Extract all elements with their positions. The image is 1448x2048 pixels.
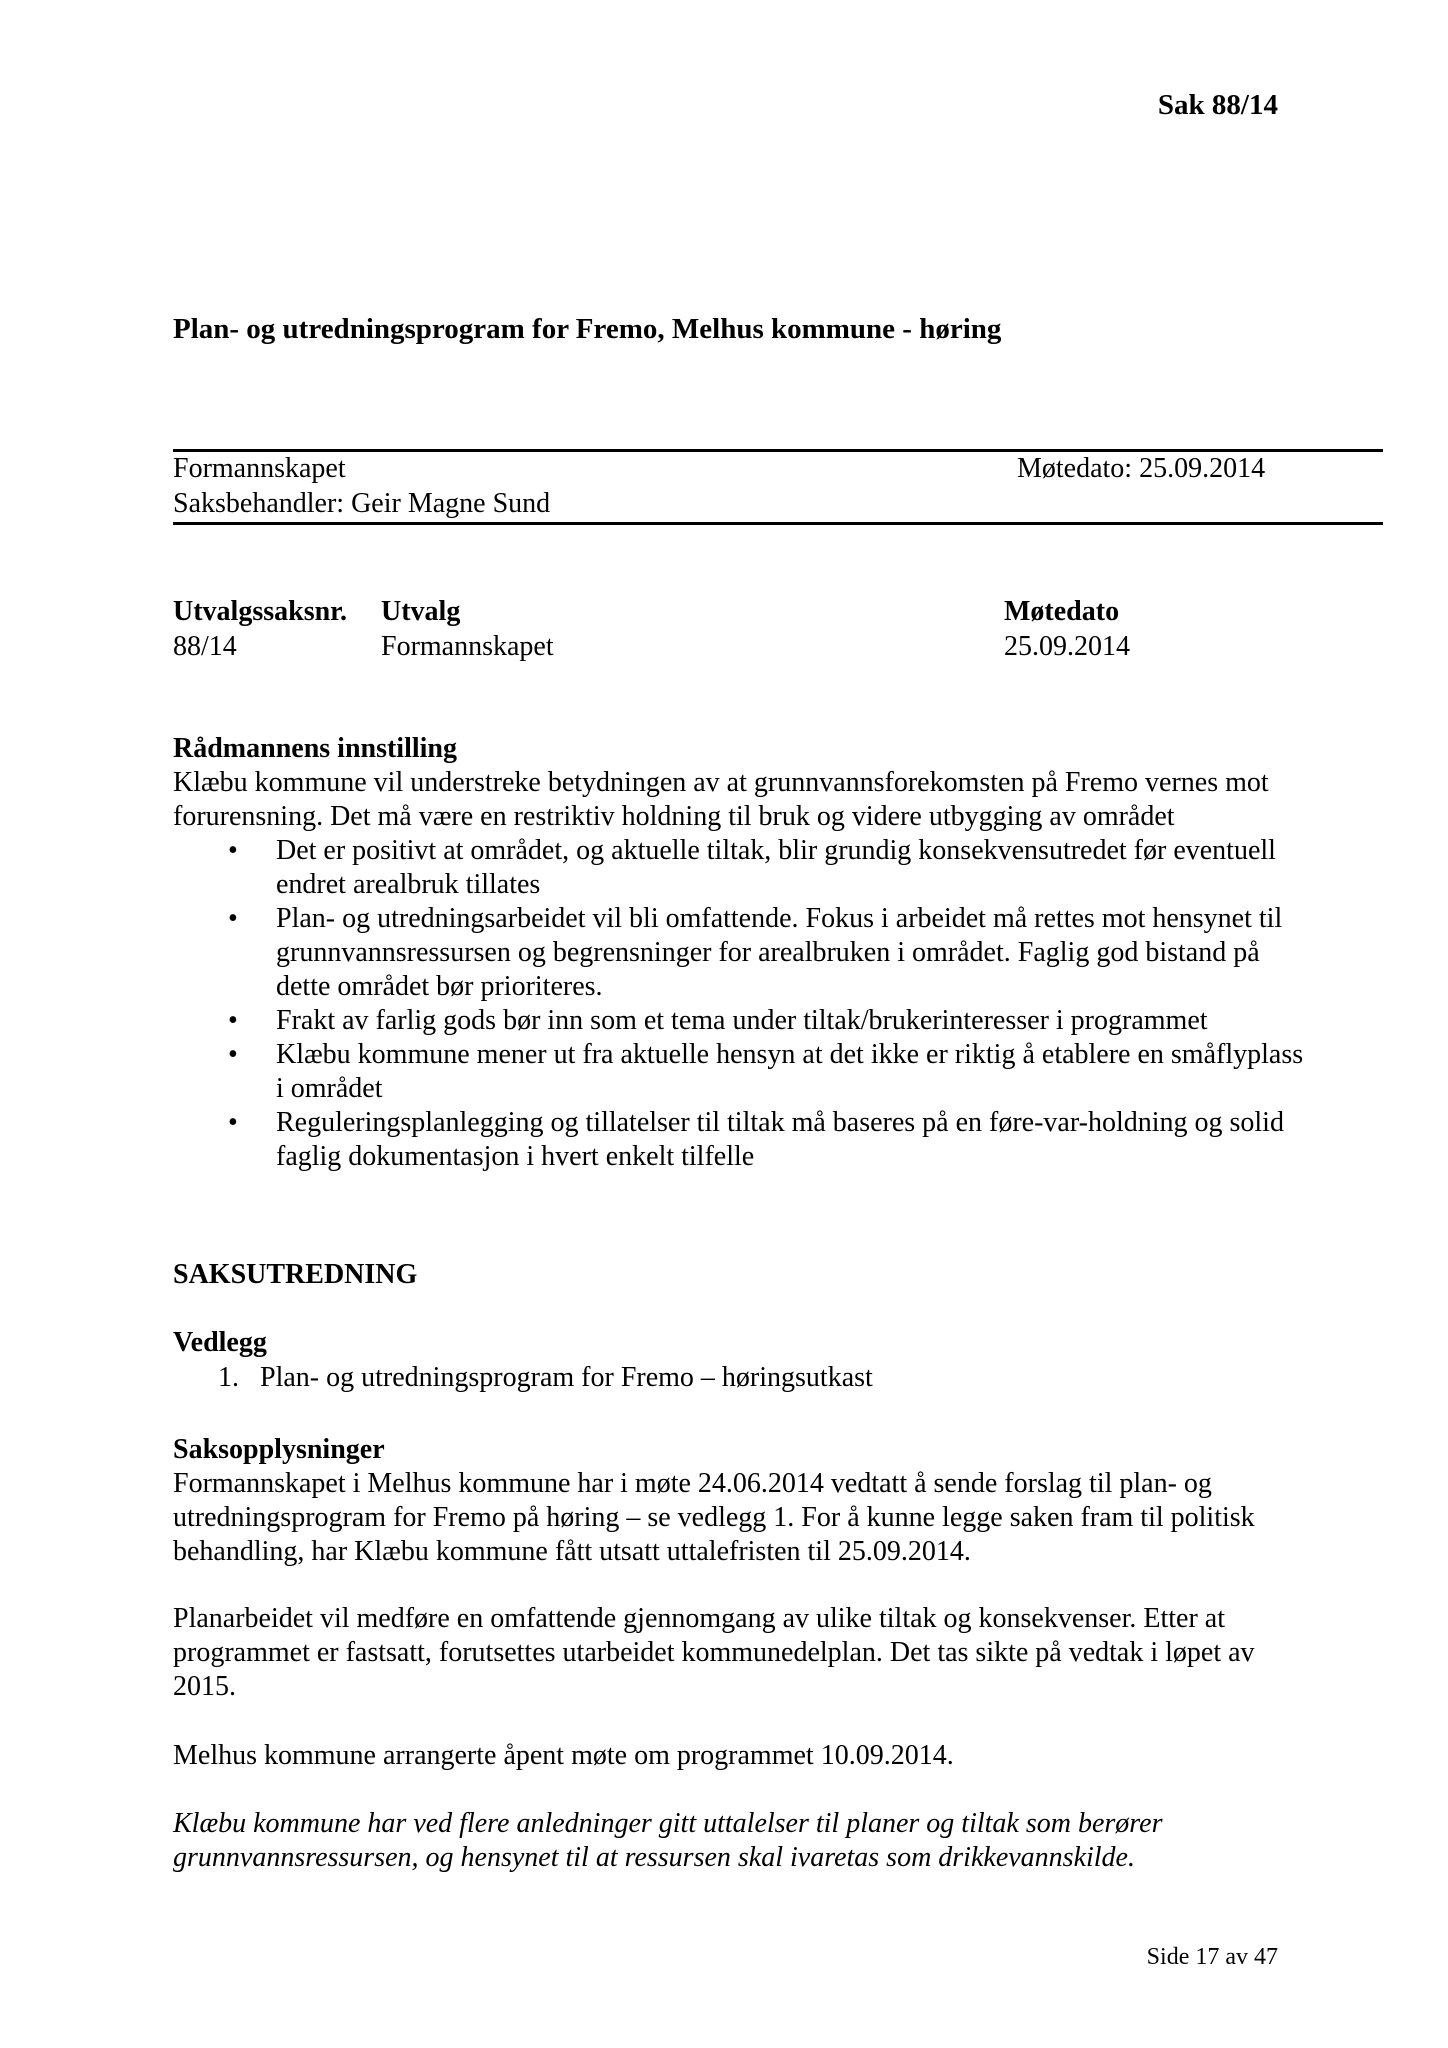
table-cell-case-no: 88/14: [173, 631, 237, 662]
recommendation-intro: Klæbu kommune vil understreke betydningen av at grunnvannsforekomsten på Fremo vernes mot forurensning. Det må være en restriktiv holdning til bruk og videre utbygging av området: [173, 767, 1269, 832]
attachment-item: [218, 1361, 873, 1395]
paragraph: Melhus kommune arrangerte åpent møte om programmet 10.09.2014.: [173, 1740, 954, 1771]
table-cell-committee: Formannskapet: [381, 631, 554, 662]
divider-bottom: [173, 522, 1383, 525]
case-number: Sak 88/14: [1157, 89, 1278, 121]
paragraph-italic: Klæbu kommune har ved flere anledninger gitt uttalelser til planer og tiltak som berører grunnvannsressursen, og hensynet til at ressursen skal ivaretas som drikkevannskilde.: [173, 1808, 1163, 1873]
table-header-meeting-date: Møtedato: [1004, 596, 1120, 627]
paragraph: Planarbeidet vil medføre en omfattende gjennomgang av ulike tiltak og konsekvenser. Etter at programmet er fastsatt, forutsettes utarbeidet kommunedelplan. Det tas sikte på vedtak i løpet av 2015.: [173, 1603, 1255, 1702]
list-item: • Reguleringsplanlegging og tillatelser til tiltak må baseres på en føre-var-holdning og solid faglig dokumentasjon i hvert enkelt tilfelle: [276, 1106, 1316, 1174]
attachment-text: Plan- og utredningsprogram for Fremo – høringsutkast: [260, 1362, 873, 1393]
section-heading: SAKSUTREDNING: [173, 1259, 418, 1290]
paragraph: Formannskapet i Melhus kommune har i møte 24.06.2014 vedtatt å sende forslag til plan- og utredningsprogram for Fremo på høring – se vedlegg 1. For å kunne legge saken fram til politisk behandling, har Klæbu kommune fått utsatt uttalefristen til 25.09.2014.: [173, 1468, 1255, 1567]
document-title: Plan- og utredningsprogram for Fremo, Melhus kommune - høring: [173, 313, 1002, 345]
facts-heading: Saksopplysninger: [173, 1434, 385, 1465]
recommendation-list: [276, 834, 1316, 1174]
case-officer: Saksbehandler: Geir Magne Sund: [173, 488, 551, 519]
page-number: Side 17 av 47: [1146, 1944, 1278, 1970]
list-item: • Plan- og utredningsarbeidet vil bli omfattende. Fokus i arbeidet må rettes mot hensynet til grunnvannsressursen og begrensninger for arealbruken i området. Faglig god bistand på dette området bør prioriteres.: [276, 902, 1316, 1004]
list-item: • Frakt av farlig gods bør inn som et tema under tiltak/brukerinteresser i programmet: [276, 1004, 1316, 1038]
meeting-date: Møtedato: 25.09.2014: [1017, 453, 1266, 484]
table-header-case-no: Utvalgssaksnr.: [173, 596, 348, 627]
recommendation-heading: Rådmannens innstilling: [173, 733, 457, 764]
attachments-heading: Vedlegg: [173, 1327, 267, 1358]
list-item: • Klæbu kommune mener ut fra aktuelle hensyn at det ikke er riktig å etablere en småflyplass i området: [276, 1038, 1316, 1106]
list-item: • Det er positivt at området, og aktuelle tiltak, blir grundig konsekvensutredet før eventuell endret arealbruk tillates: [276, 834, 1316, 902]
attachment-number: 1.: [218, 1362, 239, 1393]
committee-name: Formannskapet: [173, 453, 346, 484]
table-cell-meeting-date: 25.09.2014: [1004, 631, 1130, 662]
table-header-committee: Utvalg: [381, 596, 461, 627]
